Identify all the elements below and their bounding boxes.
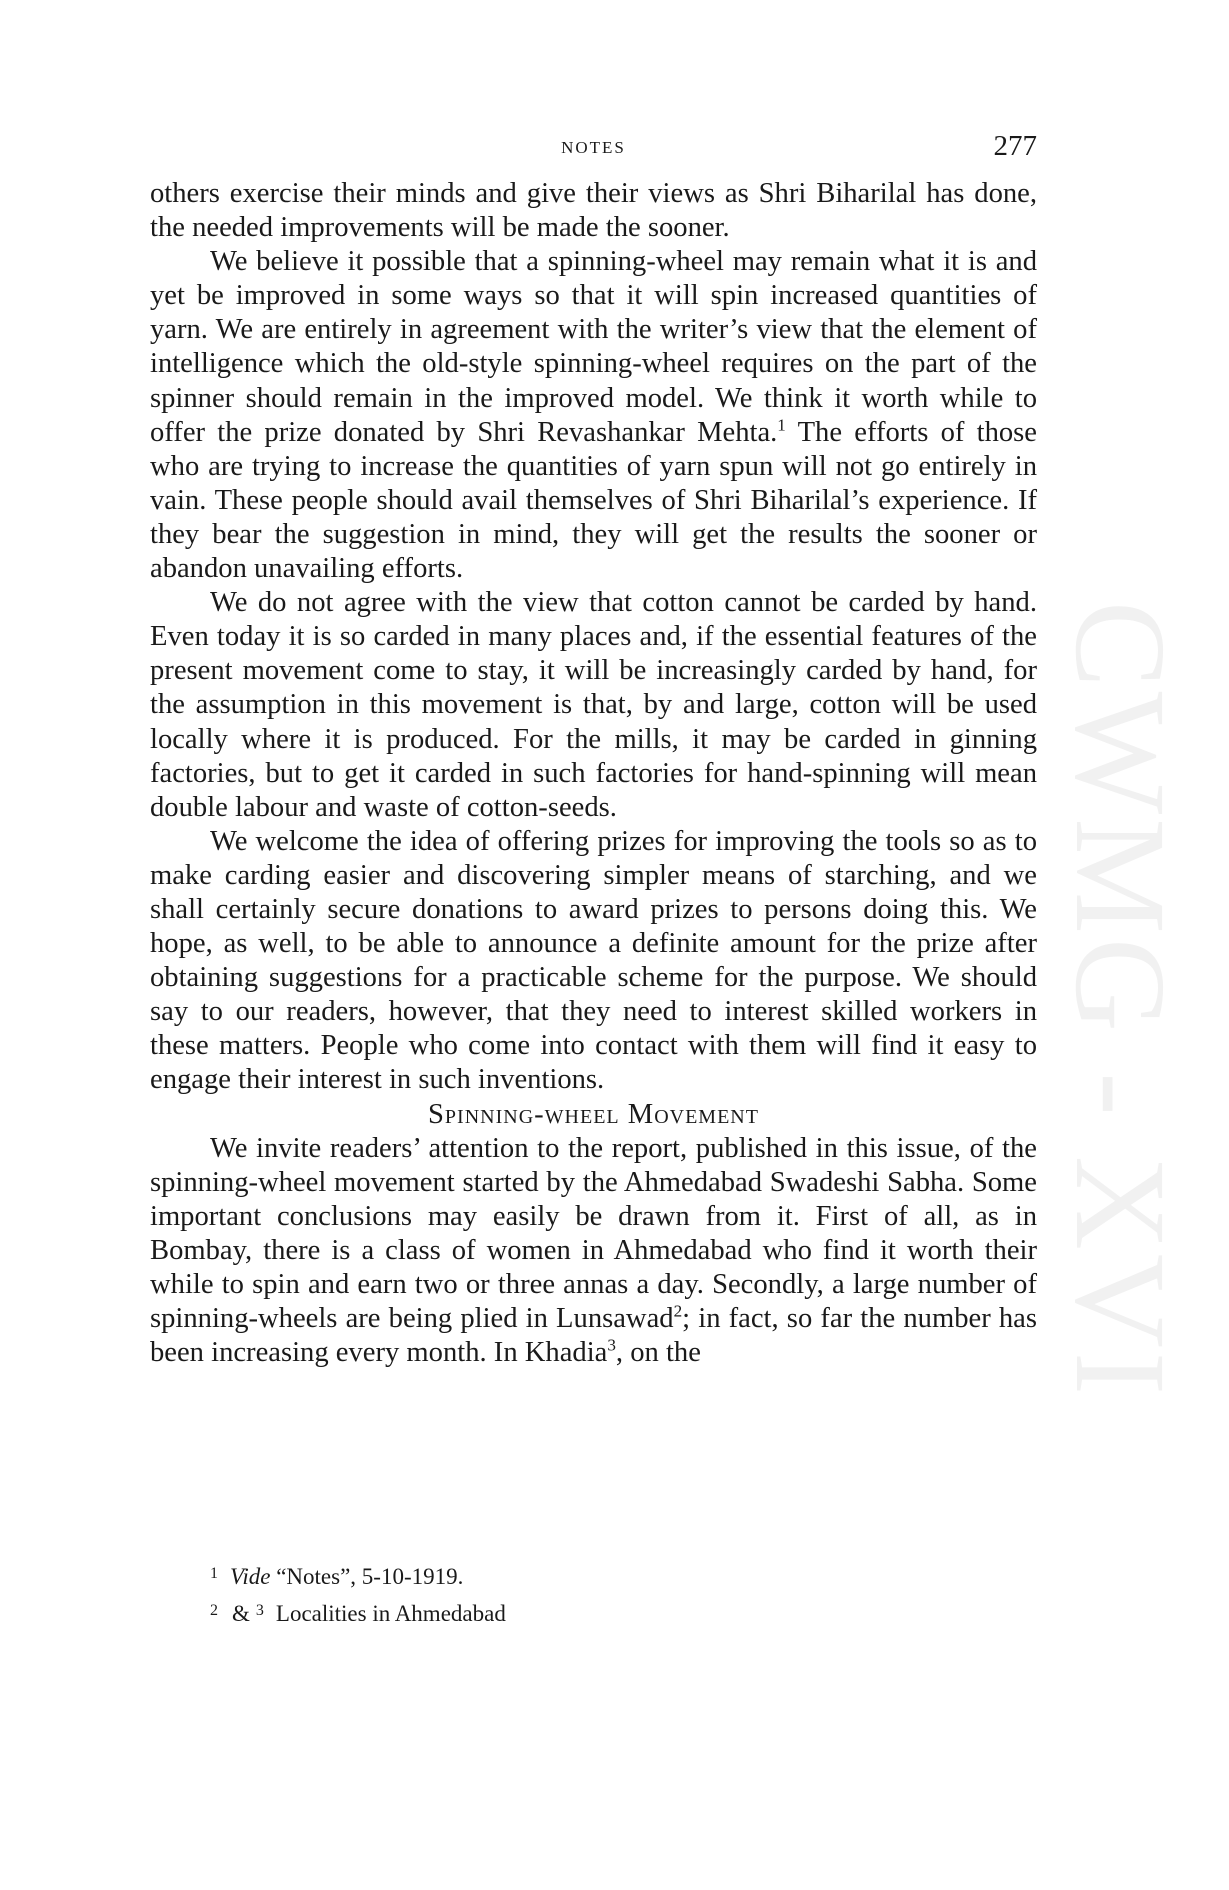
watermark: [1048, 600, 1192, 1400]
footnote-ref-2: 2: [673, 1301, 683, 1321]
paragraph-5-text-b: ; in fact, so far the number has been increasing every month. In Khadia: [150, 1303, 1037, 1369]
paragraph-2-text-a: We believe it possible that a spinning-wheel may remain what it is and yet be improved in some ways so that it will spin increased quantities of yarn. We are entirely in agreement with the writer’s view that the element of intelligence which the old-style spinning-wheel requires on the part of the spinner should remain in the improved model. We think it worth while to offer the prize donated by Shri Revashankar Mehta.: [150, 246, 1037, 448]
section-heading: Spinning-wheel Movement: [428, 1098, 759, 1130]
paragraph-continued: [150, 177, 1037, 245]
body-text: [150, 177, 1037, 1370]
footnote-2-3: [210, 1594, 910, 1631]
footnote-3-mark: 3: [255, 1602, 264, 1619]
watermark-text: CWMG - XVI: [1048, 600, 1192, 1400]
page-header: [150, 130, 1037, 170]
footnote-2-mark: 2: [210, 1602, 218, 1619]
paragraph-carding: [150, 586, 1037, 825]
paragraph-4-text: We welcome the idea of offering prizes for improving the tools so as to make carding easier and discovering simpler means of starching, and we shall certainly secure donations to award prizes to persons doing this. We hope, as well, to be able to announce a definite amount for the prize after obtaining suggestions for a practicable scheme for the purpose. We should say to our readers, however, that they need to interest skilled workers in these matters. People who come into contact with them will find it easy to engage their interest in such inventions.: [150, 825, 1037, 1096]
footnote-1-mark: 1: [210, 1565, 218, 1582]
footnote-1-vide: Vide: [230, 1564, 271, 1589]
paragraph-5-text-a: We invite readers’ attention to the report, published in this issue, of the spinning-wheel movement started by the Ahmedabad Swadeshi Sabha. Some important conclusions may easily be drawn from it. First of all, as in Bombay, there is a class of women in Ahmedabad who find it worth their while to spin and earn two or three annas a day. Secondly, a large number of spinning-wheels are being plied in Lunsawad: [150, 1132, 1037, 1335]
paragraph-spinning-wheel-improvement: [150, 245, 1037, 586]
footnotes: [210, 1557, 910, 1631]
paragraph-2-text-b: The efforts of those who are trying to increase the quantities of yarn spun will not go entirely in vain. These people should avail themselves of Shri Biharilal’s experience. If they bear the suggestion in mind, they will get the results the sooner or abandon unavailing efforts.: [150, 416, 1037, 585]
running-head: NOTES: [561, 138, 626, 157]
footnote-ref-1: 1: [777, 415, 786, 435]
footnote-1: [210, 1557, 910, 1594]
footnote-ref-3: 3: [607, 1335, 616, 1355]
footnote-1-text: “Notes”, 5-10-1919.: [276, 1564, 464, 1589]
paragraph-movement-report: [150, 1132, 1037, 1371]
paragraph-3-text: We do not agree with the view that cotton cannot be carded by hand. Even today it is so carded in many places and, if the essential features of the present movement come to stay, it will be increasingly carded by hand, for the assumption in this movement is that, by and large, cotton will be used locally where it is produced. For the mills, it may be carded in ginning factories, but to get it carded in such factories for hand-spinning will mean double labour and waste of cotton-seeds.: [150, 587, 1037, 823]
paragraph-5-text-c: , on the: [615, 1337, 701, 1369]
paragraph-prizes: [150, 825, 1037, 1098]
footnote-ampersand: &: [232, 1601, 250, 1626]
paragraph-1-text: others exercise their minds and give their views as Shri Biharilal has done, the needed improvements will be made the sooner.: [150, 178, 1037, 244]
page-number: 277: [993, 130, 1037, 162]
footnote-2-3-text: Localities in Ahmedabad: [275, 1601, 506, 1626]
